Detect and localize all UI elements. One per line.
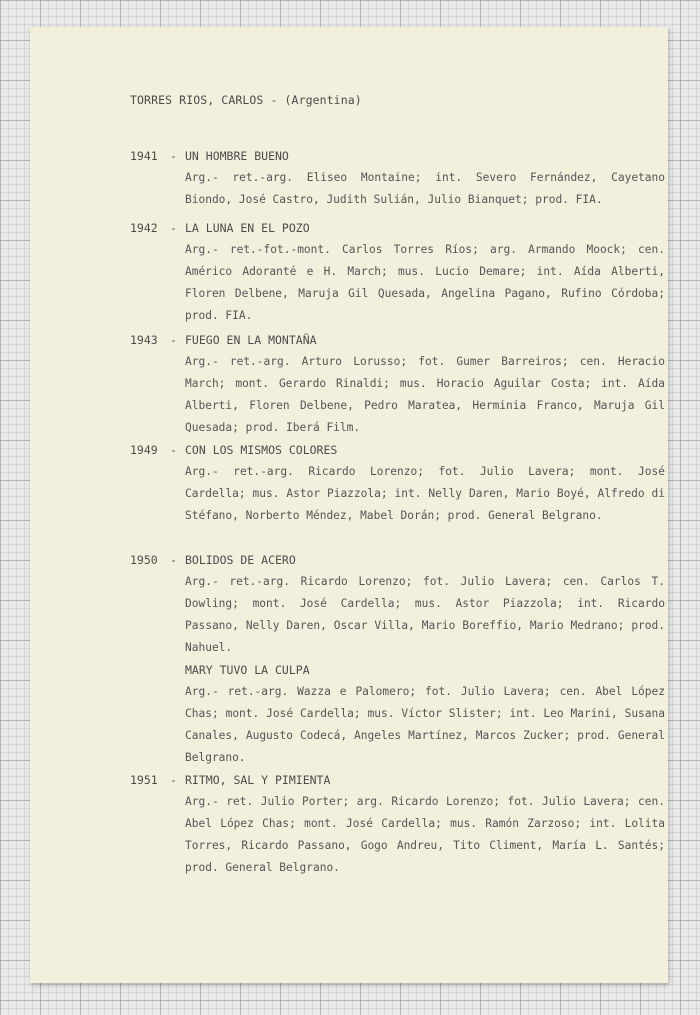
- film-credits: Arg.- ret.-arg. Ricardo Lorenzo; fot. Julio Lavera; mont. José Cardella; mus. Astor Piazzola; int. Nelly Daren, Mario Boyé, Alfredo di Stéfano, Norberto Méndez, Mabel Dorán; prod. General Belgrano.: [185, 465, 665, 522]
- film-credits: Arg.- ret.-fot.-mont. Carlos Torres Ríos; arg. Armando Moock; cen. Américo Adoranté e H. March; mus. Lucio Demare; int. Aída Alberti, Floren Delbene, Maruja Gil Quesada, Angelina Pagano, Rufino Córdoba; prod. FIA.: [185, 243, 665, 322]
- film-entry: [130, 769, 665, 879]
- film-credits: Arg.- ret.-arg. Arturo Lorusso; fot. Gumer Barreiros; cen. Heracio March; mont. Gerardo Rinaldi; mus. Horacio Aguilar Costa; int. Aída Alberti, Floren Delbene, Pedro Maratea, Herminia Franco, Maruja Gil Quesada; prod. Iberá Film.: [185, 355, 665, 434]
- film-credits: Arg.- ret.-arg. Eliseo Montaine; int. Severo Fernández, Cayetano Biondo, José Castro, Judith Sulián, Julio Bianquet; prod. FIA.: [185, 171, 665, 206]
- year-dash: -: [170, 773, 177, 787]
- film-year: 1950: [130, 553, 158, 567]
- film-title: UN HOMBRE BUENO: [185, 149, 289, 163]
- film-entry: [130, 145, 665, 211]
- film-year: 1949: [130, 443, 158, 457]
- film-title: BOLIDOS DE ACERO: [185, 553, 296, 567]
- film-year: 1942: [130, 221, 158, 235]
- film-year: [130, 659, 170, 681]
- film-entry: [130, 329, 665, 439]
- film-title: RITMO, SAL Y PIMIENTA: [185, 773, 331, 787]
- film-entry: [130, 549, 665, 659]
- film-credits: Arg.- ret. Julio Porter; arg. Ricardo Lorenzo; fot. Julio Lavera; cen. Abel López Chas; mont. José Cardella; mus. Ramón Zarzoso; int. Lolita Torres, Ricardo Passano, Gogo Andreu, Tito Climent, María L. Santés; prod. General Belgrano.: [185, 795, 665, 874]
- year-dash: -: [170, 149, 177, 163]
- film-credits: Arg.- ret.-arg. Ricardo Lorenzo; fot. Julio Lavera; cen. Carlos T. Dowling; mont. José Cardella; mus. Astor Piazzola; int. Ricardo Passano, Nelly Daren, Oscar Villa, Mario Boreffio, Mario Medrano; prod. Nahuel.: [185, 575, 665, 654]
- film-entry: [130, 659, 665, 769]
- film-year: 1941: [130, 149, 158, 163]
- director-heading: TORRES RIOS, CARLOS - (Argentina): [130, 93, 362, 107]
- film-title: MARY TUVO LA CULPA: [185, 663, 310, 677]
- film-year: 1943: [130, 333, 158, 347]
- year-dash: -: [170, 333, 177, 347]
- film-entry: [130, 439, 665, 527]
- film-credits: Arg.- ret.-arg. Wazza e Palomero; fot. Julio Lavera; cen. Abel López Chas; mont. José Cardella; mus. Víctor Slister; int. Leo Marini, Susana Canales, Augusto Codecá, Angeles Martínez, Marcos Zucker; prod. General Belgrano.: [185, 685, 665, 764]
- film-title: FUEGO EN LA MONTAÑA: [185, 333, 317, 347]
- film-entry: [130, 217, 665, 327]
- film-title: CON LOS MISMOS COLORES: [185, 443, 338, 457]
- index-card: [30, 27, 668, 983]
- film-year: 1951: [130, 773, 158, 787]
- year-dash: -: [170, 553, 177, 567]
- film-title: LA LUNA EN EL POZO: [185, 221, 310, 235]
- year-dash: -: [170, 221, 177, 235]
- year-dash: -: [170, 443, 177, 457]
